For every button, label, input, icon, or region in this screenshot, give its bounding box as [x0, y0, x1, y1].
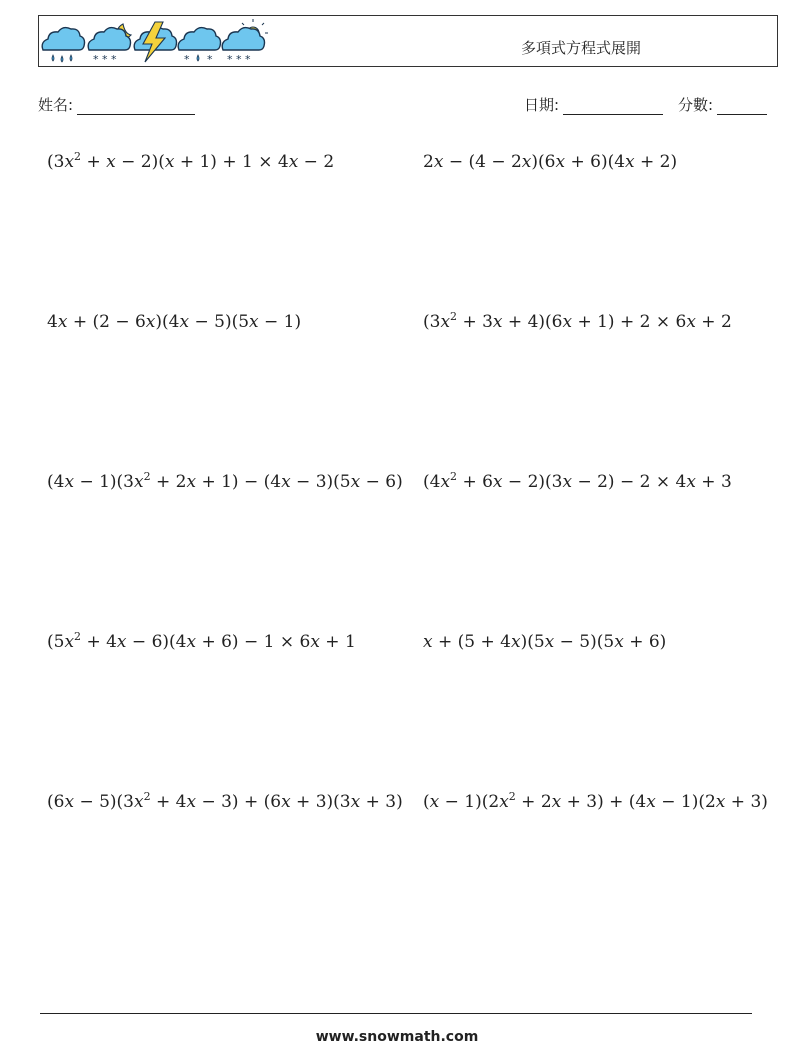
weather-icons-strip [39, 16, 271, 66]
name-field [38, 94, 195, 115]
cloud-sun-snow-icon [222, 19, 268, 66]
cloud-moon-snow-icon [88, 24, 131, 66]
problem-3: 4x + (2 − 6x)(4x − 5)(5x − 1) [47, 312, 302, 332]
worksheet-title: 多項式方程式展開 [521, 39, 642, 57]
svg-text:*: * [184, 53, 190, 66]
problem-5: $(4x - 1)(3x^2 + 2x + 1) - (4x - 3)(5x - 6)$ [47, 470, 403, 492]
worksheet-header [38, 15, 778, 67]
problem-4: $(3x^2 + 3x + 4)(6x + 1) + 2 \times 6x + 2$ [423, 310, 732, 332]
date-blank[interactable] [563, 100, 663, 115]
score-label: 分數: [678, 96, 714, 114]
cloud-rain-snow-icon [178, 28, 220, 66]
problem-9: $(6x - 5)(3x^2 + 4x - 3) + (6x + 3)(3x + 3)$ [47, 790, 403, 812]
score-field [678, 94, 767, 115]
svg-text:* * *: * * * [93, 53, 117, 66]
cloud-rain-icon [42, 28, 84, 62]
problem-2: 2x − (4 − 2x)(6x + 6)(4x + 2) [423, 152, 678, 172]
problem-6: $(4x^2 + 6x - 2)(3x - 2) - 2 \times 4x + 3$ [423, 470, 732, 492]
name-label: 姓名: [38, 96, 74, 114]
svg-text:*: * [207, 53, 213, 66]
problem-1: $(3x^2 + x - 2)(x + 1) + 1 \times 4x - 2$ [47, 150, 335, 172]
name-blank[interactable] [77, 100, 195, 115]
footer-site: www.snowmath.com [315, 1029, 479, 1045]
score-blank[interactable] [717, 100, 767, 115]
problem-7: $(5x^2 + 4x - 6)(4x + 6) - 1 \times 6x + 1$ [47, 630, 356, 652]
problem-10: $(x - 1)(2x^2 + 2x + 3) + (4x - 1)(2x + 3)$ [423, 790, 768, 812]
footer-divider [40, 1013, 752, 1014]
date-label: 日期: [524, 96, 560, 114]
lightning-cloud-icon [134, 22, 176, 62]
date-field [524, 94, 663, 115]
svg-text:* * *: * * * [227, 53, 251, 66]
problem-8: x + (5 + 4x)(5x − 5)(5x + 6) [423, 632, 667, 652]
